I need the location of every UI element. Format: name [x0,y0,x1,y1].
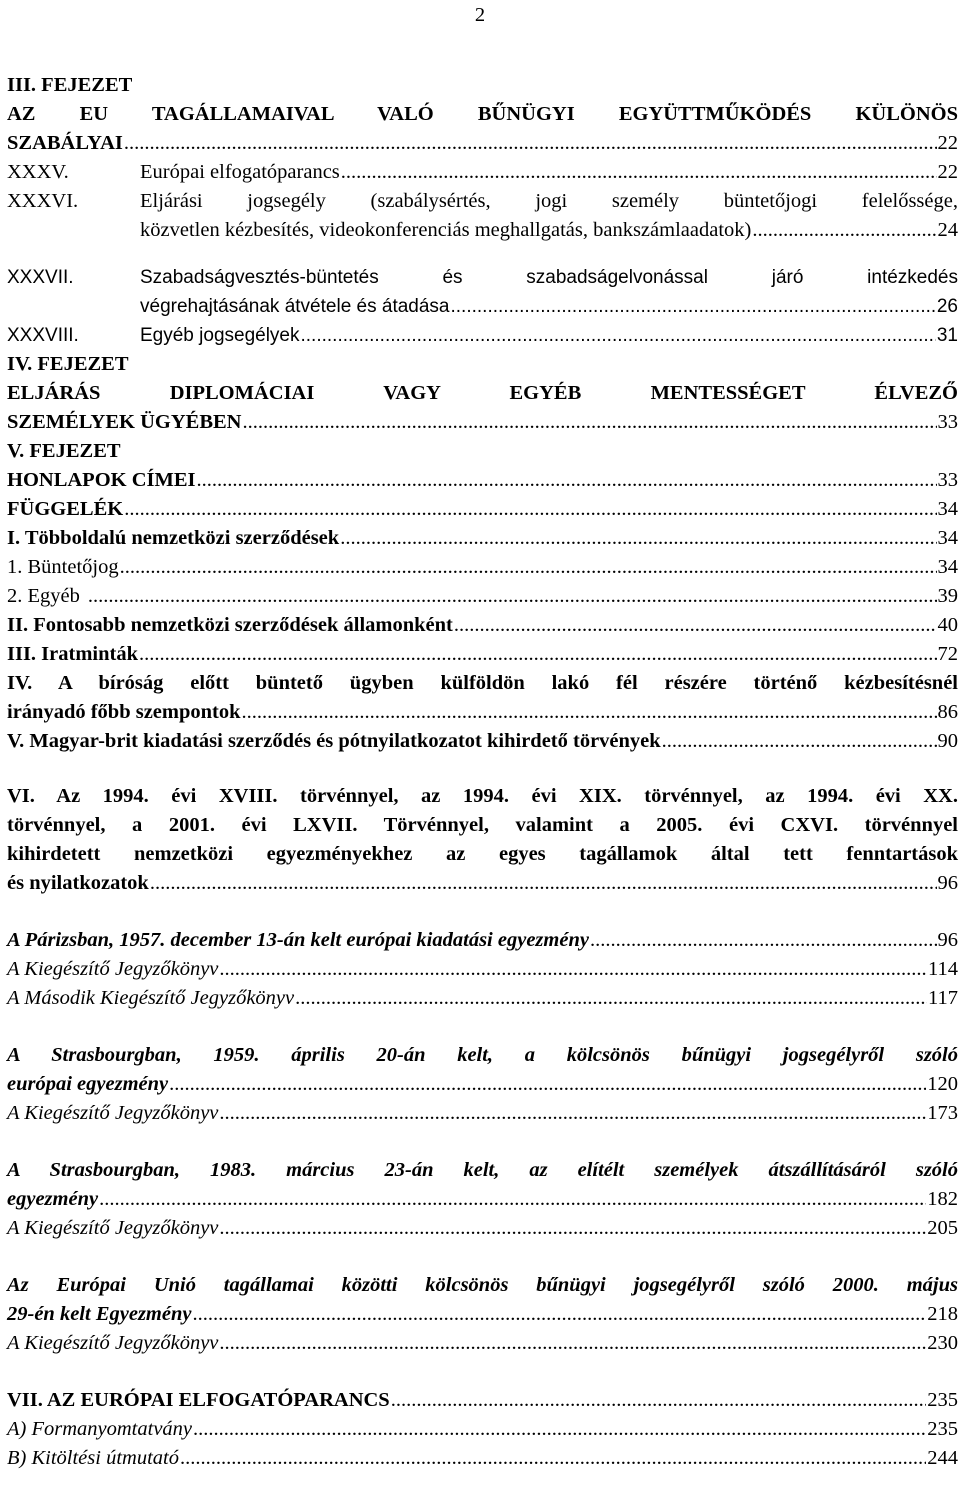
toc-entry[interactable] [7,1099,958,1128]
toc-page-number: 230 [927,1332,958,1354]
dot-leader [340,524,936,553]
toc-entry[interactable] [7,811,958,840]
toc-entry[interactable] [7,1214,958,1243]
toc-page-number: 120 [927,1073,958,1095]
dot-leader [219,1214,926,1243]
dot-leader [590,926,937,955]
toc-text: A Kiegészítő Jegyzőkönyv [7,1102,219,1124]
toc-entry[interactable] [7,1300,958,1329]
dot-leader [219,955,927,984]
toc-entry[interactable] [7,1156,958,1185]
dot-leader [193,1415,926,1444]
toc-page-number: 34 [937,556,958,578]
toc-text: A Kiegészítő Jegyzőkönyv [7,1332,219,1354]
toc-entry[interactable] [7,1386,958,1415]
toc-text: I. Többoldalú nemzetközi szerződések [7,527,340,549]
dot-leader [662,727,937,756]
dot-leader [295,984,927,1013]
toc-page-number: 96 [937,929,958,951]
toc-entry[interactable] [7,408,958,437]
toc-text: A Párizsban, 1957. december 13-án kelt európai kiadatási egyezmény [7,929,589,951]
toc-page-number: 235 [927,1418,958,1440]
toc-text: 2. Egyéb [7,585,80,607]
toc-page-number: 22 [937,161,958,183]
toc-page-number: 114 [928,958,958,980]
toc-entry[interactable] [7,1415,958,1444]
toc-page-number: 34 [937,498,958,520]
dot-leader [139,640,937,669]
toc-text: közvetlen kézbesítés, videokonferenciás meghallgatás, bankszámlaadatok) [140,219,752,241]
toc-page-number: 33 [937,469,958,491]
toc-page-number: 205 [927,1217,958,1239]
toc-page-number: 26 [936,296,958,317]
toc-text: végrehajtásának átvétele és átadása [140,296,450,317]
toc-entry[interactable] [7,1185,958,1214]
toc-text: ELJÁRÁS DIPLOMÁCIAI VAGY EGYÉB MENTESSÉGET ÉLVEZŐ [7,382,958,404]
toc-text: A Második Kiegészítő Jegyzőkönyv [7,987,295,1009]
toc-entry[interactable] [7,1329,958,1358]
toc-heading [7,100,958,129]
toc-page-number: 34 [937,527,958,549]
toc-entry[interactable] [7,187,958,216]
toc-heading [7,71,958,100]
toc-text: 29-én kelt Egyezmény [7,1303,192,1325]
toc-entry[interactable] [7,1070,958,1099]
toc-entry[interactable] [7,553,958,582]
toc-section-number: XXXV. [7,161,69,183]
toc-text: III. FEJEZET [7,74,133,96]
toc-entry[interactable] [7,1041,958,1070]
toc-page-number: 173 [927,1102,958,1124]
toc-entry[interactable] [7,129,958,158]
toc-entry[interactable] [7,640,958,669]
toc-section-number: XXXVII. [7,267,74,288]
dot-leader [99,1185,926,1214]
toc-text: és nyilatkozatok [7,872,149,894]
dot-leader [301,321,936,350]
toc-entry[interactable] [7,955,958,984]
table-of-contents [7,71,958,1473]
toc-text: Európai elfogatóparancs [140,161,340,183]
toc-entry[interactable] [7,263,958,292]
dot-leader [752,216,936,245]
toc-text: AZ EU TAGÁLLAMAIVAL VALÓ BŰNÜGYI EGYÜTTMŰKÖDÉS KÜLÖNÖS [7,103,958,125]
toc-page-number: 39 [937,585,958,607]
toc-text: törvénnyel, a 2001. évi LXVII. Törvénnyel, valamint a 2005. évi CXVI. törvénnyel [7,814,958,836]
toc-text: Eljárási jogsegély (szabálysértés, jogi személy büntetőjogi felelőssége, [140,190,958,212]
toc-page-number: 182 [927,1188,958,1210]
dot-leader [451,292,936,321]
toc-text: 1. Büntetőjog [7,556,119,578]
toc-text: irányadó főbb szempontok [7,701,241,723]
toc-text: Szabadságvesztés-büntetés és szabadságelvonással járó intézkedés [140,267,958,288]
toc-section-number: XXXVIII. [7,325,79,346]
dot-leader [120,553,937,582]
toc-entry[interactable] [7,782,958,811]
toc-text: FÜGGELÉK [7,498,124,520]
toc-section-number: XXXVI. [7,190,79,212]
dot-leader [180,1444,926,1473]
toc-text: IV. A bíróság előtt büntető ügyben külföldön lakó fél részére történő kézbesítésnél [7,672,958,694]
toc-entry[interactable] [7,669,958,698]
toc-entry[interactable] [7,158,958,187]
dot-leader [169,1070,926,1099]
toc-text: A Kiegészítő Jegyzőkönyv [7,1217,219,1239]
toc-entry[interactable] [7,611,958,640]
toc-page-number: 244 [927,1447,958,1469]
toc-text: SZEMÉLYEK ÜGYÉBEN [7,411,242,433]
toc-entry[interactable] [7,466,958,495]
toc-entry[interactable] [7,216,958,245]
toc-text: HONLAPOK CÍMEI [7,469,196,491]
dot-leader [192,1300,926,1329]
toc-text: V. Magyar-brit kiadatási szerződés és pótnyilatkozatot kihirdető törvények [7,730,661,752]
toc-text: VII. AZ EURÓPAI ELFOGATÓPARANCS [7,1389,390,1411]
toc-heading [7,437,958,466]
toc-entry[interactable] [7,984,958,1013]
dot-leader [243,408,937,437]
toc-text: B) Kitöltési útmutató [7,1447,179,1469]
toc-text: SZABÁLYAI [7,132,123,154]
toc-page-number: 235 [927,1389,958,1411]
toc-text: IV. FEJEZET [7,353,129,375]
toc-text: Az Európai Unió tagállamai közötti kölcsönös bűnügyi jogsegélyről szóló 2000. május [7,1274,958,1296]
toc-text: A Kiegészítő Jegyzőkönyv [7,958,219,980]
page-number: 2 [474,4,486,26]
toc-page-number: 86 [937,701,958,723]
dot-leader [124,129,937,158]
toc-entry[interactable] [7,926,958,955]
toc-page-number: 31 [936,325,958,346]
toc-text: VI. Az 1994. évi XVIII. törvénnyel, az 1994. évi XIX. törvénnyel, az 1994. évi XX. [7,785,958,807]
dot-leader [88,582,937,611]
toc-entry[interactable] [7,524,958,553]
toc-text: II. Fontosabb nemzetközi szerződések államonként [7,614,453,636]
dot-leader [219,1099,926,1128]
toc-entry[interactable] [7,321,958,350]
toc-entry[interactable] [7,840,958,869]
dot-leader [150,869,937,898]
dot-leader [454,611,937,640]
toc-page-number: 117 [928,987,958,1009]
toc-text: egyezmény [7,1188,99,1210]
toc-entry[interactable] [7,292,958,321]
toc-entry[interactable] [7,582,958,611]
toc-entry[interactable] [7,495,958,524]
toc-page-number: 24 [937,219,958,241]
toc-text: A) Formanyomtatvány [7,1418,193,1440]
toc-page-number: 72 [937,643,958,665]
toc-text: A Strasbourgban, 1959. április 20-án kelt, a kölcsönös bűnügyi jogsegélyről szóló [7,1044,958,1066]
dot-leader [341,158,937,187]
toc-text: kihirdetett nemzetközi egyezményekhez az egyes tagállamok által tett fenntartások [7,843,958,865]
toc-page-number: 40 [937,614,958,636]
dot-leader [391,1386,927,1415]
toc-text: A Strasbourgban, 1983. március 23-án kelt, az elítélt személyek átszállításáról szóló [7,1159,958,1181]
toc-page-number: 96 [937,872,958,894]
toc-page-number: 218 [927,1303,958,1325]
dot-leader [124,495,936,524]
toc-entry[interactable] [7,1444,958,1473]
toc-text: III. Iratminták [7,643,138,665]
toc-heading [7,379,958,408]
toc-entry[interactable] [7,869,958,898]
toc-entry[interactable] [7,698,958,727]
dot-leader [242,698,937,727]
toc-page-number: 22 [937,132,958,154]
toc-heading [7,350,958,379]
dot-leader [219,1329,926,1358]
toc-entry[interactable] [7,727,958,756]
dot-leader [197,466,937,495]
toc-page-number: 33 [937,411,958,433]
toc-text: európai egyezmény [7,1073,169,1095]
toc-text: Egyéb jogsegélyek [140,325,300,346]
toc-text: V. FEJEZET [7,440,121,462]
toc-page-number: 90 [937,730,958,752]
toc-entry[interactable] [7,1271,958,1300]
